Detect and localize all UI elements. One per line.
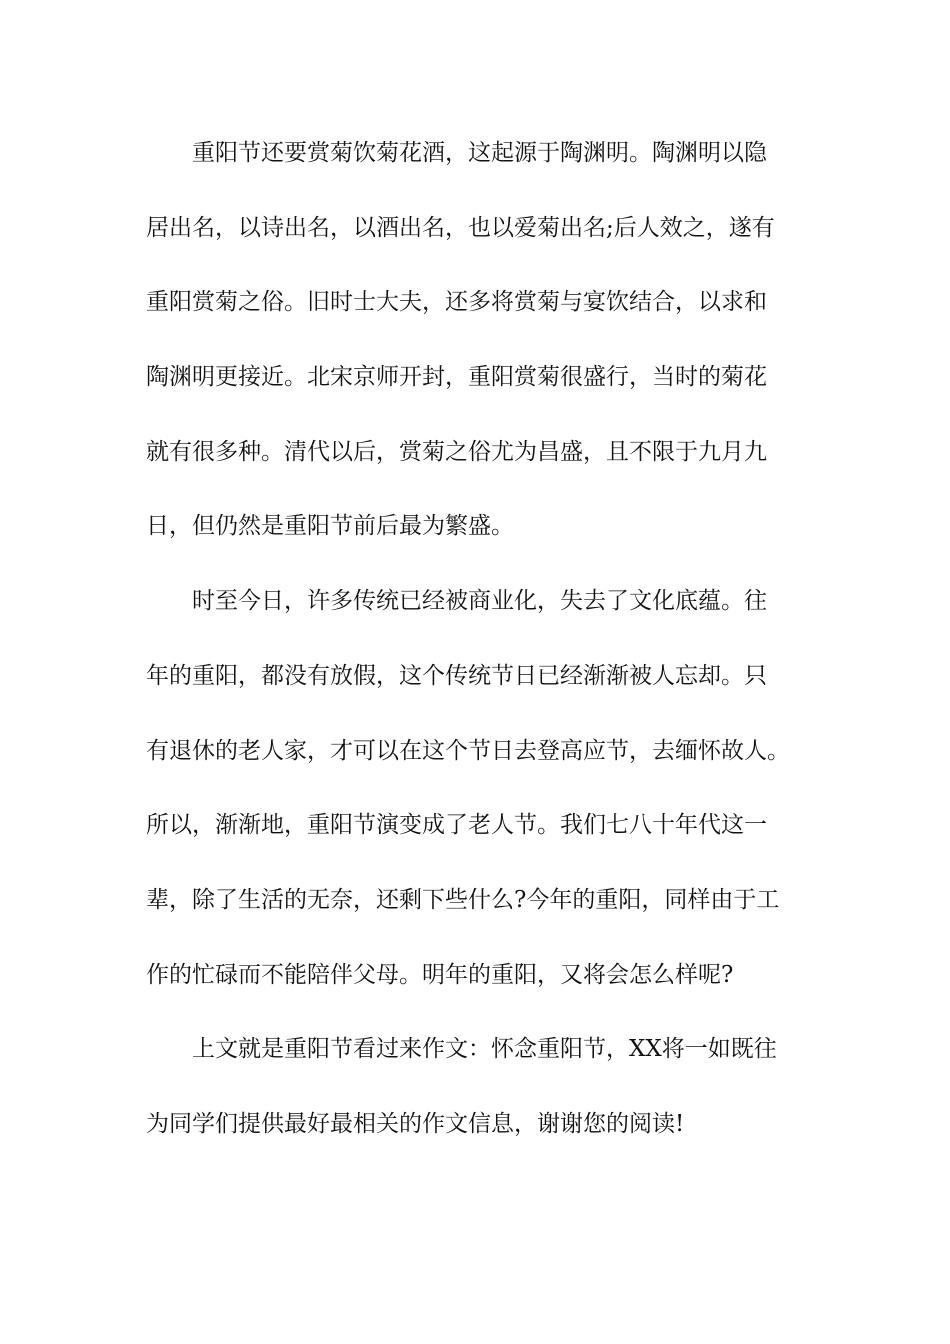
paragraph-1-line-3: 重阳赏菊之俗。旧时士大夫，还多将赏菊与宴饮结合，以求和: [146, 289, 767, 316]
paragraph-1-line-4: 陶渊明更接近。北宋京师开封，重阳赏菊很盛行，当时的菊花: [146, 364, 767, 391]
paragraph-2-line-1: 时至今日，许多传统已经被商业化，失去了文化底蕴。往: [192, 588, 767, 615]
paragraph-3-line-1: 上文就是重阳节看过来作文：怀念重阳节，XX将一如既往: [192, 1036, 777, 1063]
paragraph-2-line-6: 作的忙碌而不能陪伴父母。明年的重阳，又将会怎么样呢?: [146, 961, 734, 988]
document-body: [146, 127, 816, 1173]
paragraph-3-line-2: 为同学们提供最好最相关的作文信息，谢谢您的阅读!: [146, 1110, 685, 1137]
paragraph-2-line-2: 年的重阳，都没有放假，这个传统节日已经渐渐被人忘却。只: [146, 662, 767, 689]
paragraph-1-line-6: 日，但仍然是重阳节前后最为繁盛。: [146, 513, 514, 540]
paragraph-1-line-5: 就有很多种。清代以后，赏菊之俗尤为昌盛，且不限于九月九: [146, 438, 767, 465]
paragraph-1-line-2: 居出名，以诗出名，以酒出名，也以爱菊出名;后人效之，遂有: [146, 214, 775, 241]
paragraph-2-line-3: 有退休的老人家，才可以在这个节日去登高应节，去缅怀故人。: [146, 737, 790, 764]
paragraph-2-line-5: 辈，除了生活的无奈，还剩下些什么?今年的重阳，同样由于工: [146, 886, 780, 913]
paragraph-2-line-4: 所以，渐渐地，重阳节演变成了老人节。我们七八十年代这一: [146, 812, 767, 839]
paragraph-1-line-1: 重阳节还要赏菊饮菊花酒，这起源于陶渊明。陶渊明以隐: [192, 140, 767, 166]
